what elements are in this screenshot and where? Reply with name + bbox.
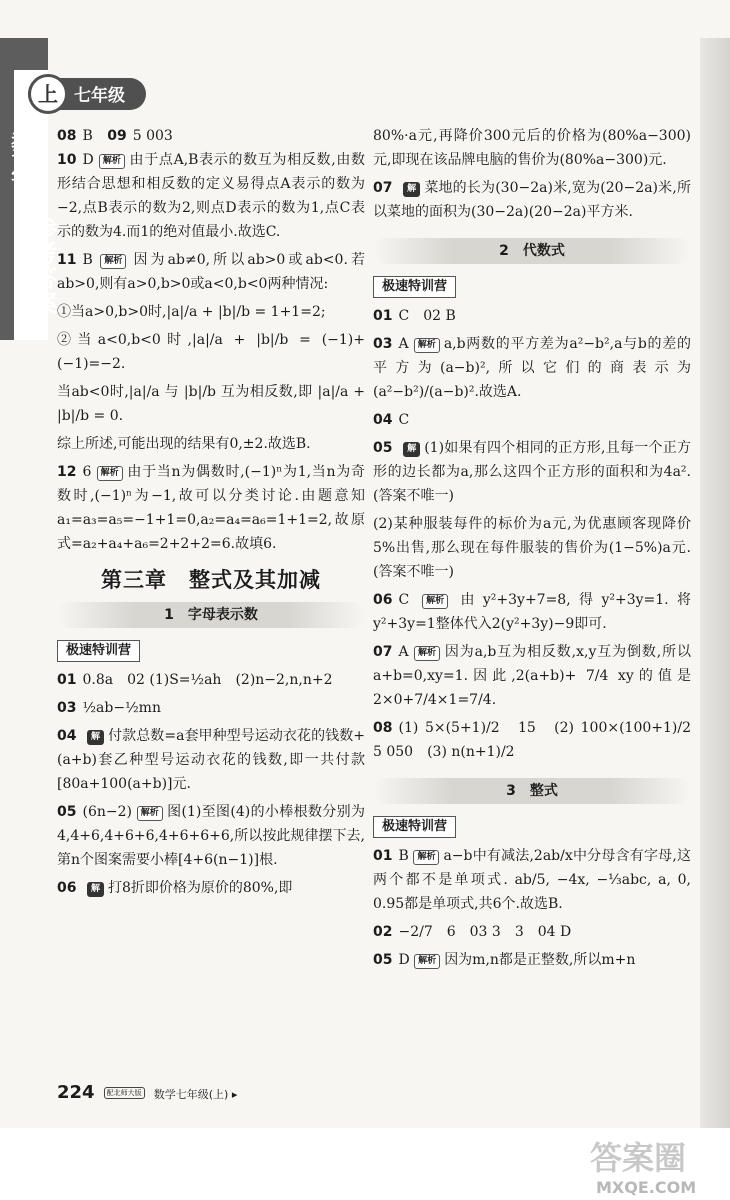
volume-badge: 上 — [28, 74, 68, 114]
analysis-tag: 解析 — [414, 338, 440, 353]
section-title: 2 代数式 — [373, 238, 691, 264]
answer-04: 04 解 付款总数=a套甲种型号运动衣花的钱数+(a+b)套乙种型号运动衣花的钱数,即一共付款[80a+100(a+b)]元. — [57, 728, 365, 792]
analysis-tag: 解析 — [414, 954, 440, 969]
answer-01: 01 B 解析 a−b中有减法,2ab/x中分母含有字母,这两个都不是单项式. ab/5, −4x, −⅓abc, a, 0, 0.95都是单项式,共6个.故选B. — [373, 848, 691, 912]
conclusion: 综上所述,可能出现的结果有0,±2.故选B. — [57, 436, 311, 452]
answer-05: 05 (6n−2) 解析 图(1)至图(4)的小棒根数分别为4,4+6,4+6+6,4+6+6+6,所以按此规律摆下去,第n个图案需要小棒[4+6(n−1)]根. — [57, 804, 366, 868]
answer-01: 01 0.8a 02 (1)S=½ah (2)n−2,n,n+2 — [57, 672, 333, 688]
answer-08: 08 (1) 5×(5+1)/2 15 (2) 100×(100+1)/2 5 050 (3) n(n+1)/2 — [373, 720, 705, 760]
chapter-title: 第三章 整式及其加减 — [101, 568, 321, 592]
case-3: 当ab<0时,|a|/a 与 |b|/b 互为相反数,即 |a|/a + |b|/b = 0. — [57, 384, 365, 424]
right-column — [373, 124, 705, 972]
answer-07: 07 解 菜地的长为(30−2a)米,宽为(20−2a)米,所以菜地的面积为(30−2a)(20−2a)平方米. — [373, 180, 691, 220]
answer-12: 12 6 解析 由于当n为偶数时,(−1)ⁿ为1,当n为奇数时,(−1)ⁿ为−1,故可以分类讨论.由题意知a₁=a₃=a₅=−1+1=0,a₂=a₄=a₆=1+1=2,故原式=a₂+a₄+a₆=2+2+2=6.故填6. — [57, 464, 365, 552]
analysis-tag: 解析 — [422, 594, 448, 609]
answer-06-cont: 80%·a元,再降价300元后的价格为(80%a−300)元,即现在该品牌电脑的售价为(80%a−300)元. — [373, 128, 691, 168]
answer-06: 06 解 打8折即价格为原价的80%,即 — [57, 880, 293, 896]
solution-tag: 解 — [87, 882, 104, 897]
answer-05: 05 解 (1)如果有四个相同的正方形,且每一个正方形的边长都为a,那么这四个正方形的面积和为4a².(答案不唯一) — [373, 440, 691, 504]
solution-tag: 解 — [403, 182, 420, 197]
answer-02: 02 −2/7 6 03 3 3 04 D — [373, 924, 572, 940]
analysis-tag: 解析 — [414, 646, 440, 661]
footer-text: 数学七年级(上) ▸ — [153, 1088, 238, 1101]
answer-11: 11 B 解析 因为ab≠0,所以ab>0或ab<0.若ab>0,则有a>0,b>0或a<0,b<0两种情况: — [57, 252, 365, 292]
answer-05: 05 D 解析 因为m,n都是正整数,所以m+n — [373, 952, 636, 968]
case-1: ①当a>0,b>0时,|a|/a + |b|/b = 1+1=2; — [57, 304, 326, 320]
drill-tag: 极速特训营 — [57, 640, 140, 662]
drill-tag: 极速特训营 — [373, 816, 456, 838]
analysis-tag: 解析 — [413, 850, 439, 865]
answer-line: 08 B 09 5 003 — [57, 128, 173, 144]
case-2: ②当a<0,b<0时,|a|/a + |b|/b = (−1)+(−1)=−2. — [57, 332, 365, 372]
analysis-tag: 解析 — [97, 466, 123, 481]
subject-label: 数学 — [10, 131, 37, 193]
left-column — [57, 124, 365, 900]
analysis-tag: 解析 — [100, 254, 126, 269]
grade-label: 七年级 — [74, 86, 125, 106]
edition-badge: 配北师大版 — [104, 1087, 145, 1099]
section-title: 3 整式 — [373, 778, 691, 804]
watermark-url: MXQE.COM — [596, 1178, 697, 1197]
answer-10: 10 D 解析 由于点A,B表示的数互为相反数,由数形结合思想和相反数的定义易得点A表示的数为−2,点B表示的数为2,则点D表示的数为1,点C表示的数为4.而1的绝对值最小.故选C. — [57, 152, 365, 240]
analysis-tag: 解析 — [99, 154, 125, 169]
answer-05-part2: (2)某种服装每件的标价为a元,为优惠顾客现降价5%出售,那么现在每件服装的售价为(1−5%)a元.(答案不唯一) — [373, 516, 691, 580]
drill-tag: 极速特训营 — [373, 276, 456, 298]
answer-01: 01 C 02 B — [373, 308, 456, 324]
answer-03: 03 ½ab−½mn — [57, 700, 161, 716]
analysis-tag: 解析 — [137, 806, 163, 821]
page-edge — [700, 38, 730, 1128]
answer-07: 07 A 解析 因为a,b互为相反数,x,y互为倒数,所以a+b=0,xy=1.因此,2(a+b)+ 7/4 xy的值是2×0+7/4×1=7/4. — [373, 644, 691, 708]
solution-tag: 解 — [87, 730, 104, 745]
solution-tag: 解 — [403, 442, 420, 457]
answer-03: 03 A 解析 a,b两数的平方差为a²−b²,a与b的差的平方为(a−b)²,所以它们的商表示为(a²−b²)/(a−b)².故选A. — [373, 336, 692, 400]
section-label: 参考答案 — [29, 215, 58, 315]
answer-06: 06 C 解析 由y²+3y+7=8,得y²+3y=1.将y²+3y=1整体代入2(y²+3y)−9即可. — [373, 592, 692, 632]
watermark-logo: 答案圈 — [590, 1139, 687, 1177]
answer-04: 04 C — [373, 412, 410, 428]
page-number: 224 — [57, 1082, 95, 1103]
page-footer — [57, 1082, 237, 1103]
section-title: 1 字母表示数 — [57, 602, 365, 628]
